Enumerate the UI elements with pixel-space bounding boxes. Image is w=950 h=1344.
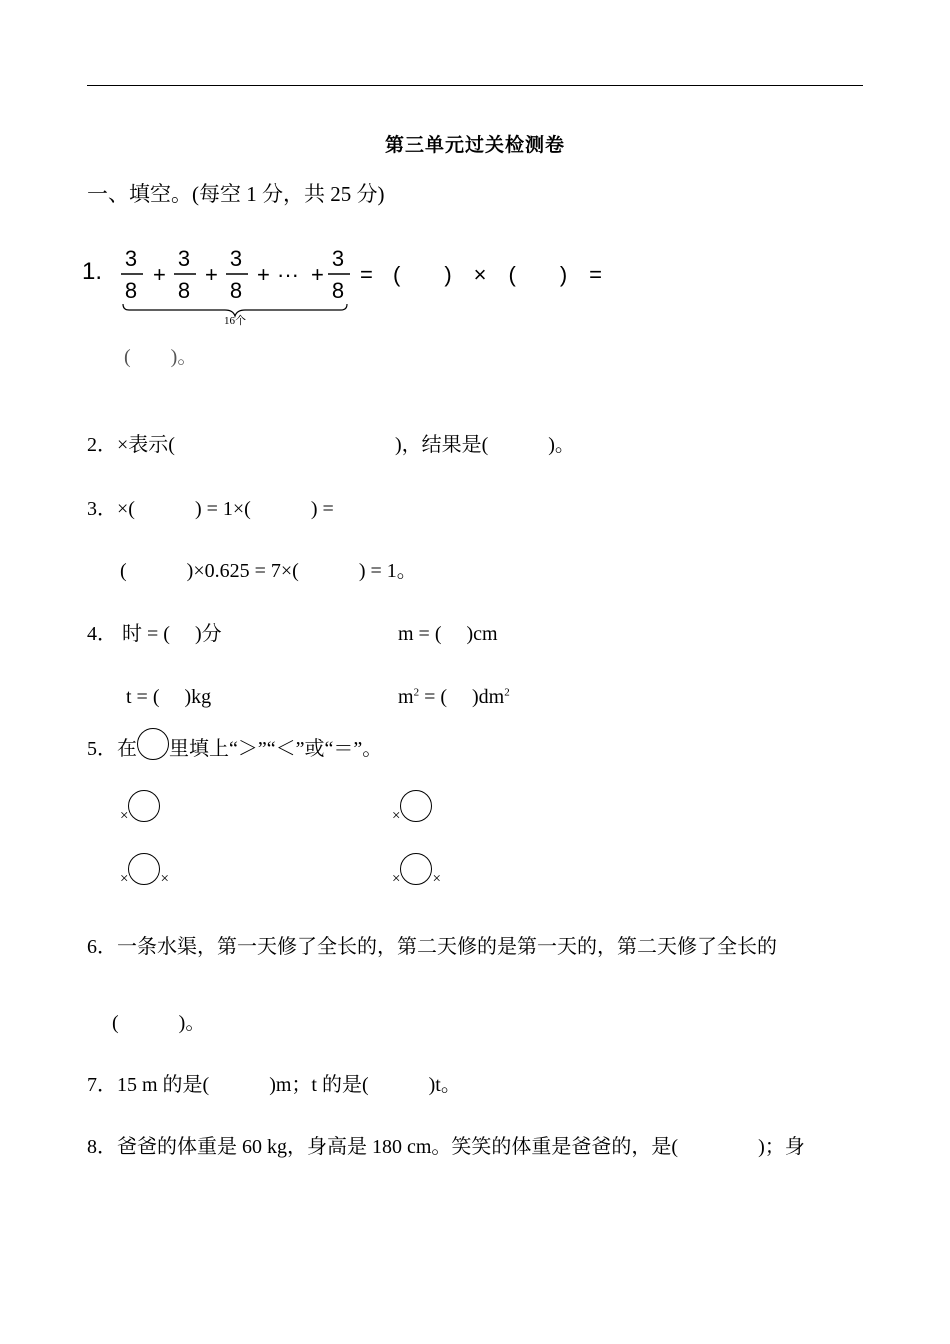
q1-frac-den: 8 (124, 278, 138, 303)
question-4-a: 4． 时 = ( )分 (87, 623, 222, 645)
q1-ellipsis: ··· (277, 262, 299, 287)
compare-circle-icon[interactable] (400, 853, 432, 885)
q1-plus: + (205, 262, 218, 287)
q1-number: 1. (82, 258, 103, 285)
page-title: 第三单元过关检测卷 (384, 135, 565, 156)
q1-frac-num: 3 (124, 246, 138, 271)
question-6-line-1: 6．一条水渠，第一天修了全长的，第二天修的是第一天的，第二天修了全长的 (87, 936, 777, 958)
compare-circle-icon[interactable] (128, 853, 160, 885)
q1-brace-label: 16个 (224, 315, 246, 327)
q1-eq: = (360, 262, 373, 287)
question-2: 2．×表示( )，结果是( )。 (87, 434, 575, 456)
q5-item-1: × (120, 790, 160, 822)
q1-frac-den: 8 (331, 278, 345, 303)
q1-frac-den: 8 (229, 278, 243, 303)
question-4-d: $m^2$ = ( )$dm^2$ (398, 686, 510, 708)
question-3-line-2: ( )×0.625 = 7×( ) = 1。 (120, 560, 417, 582)
q1-plus: + (311, 262, 324, 287)
compare-circle-icon[interactable] (128, 790, 160, 822)
q1-blank-group: ( ) × ( ) = (393, 262, 603, 287)
q1-frac-num: 3 (229, 246, 243, 271)
q1-frac-num: 3 (331, 246, 345, 271)
question-4-c: t = ( )kg (126, 686, 212, 708)
top-rule (87, 85, 863, 86)
question-5: 5．在 里填上“＞”“＜”或“＝”。 (87, 732, 382, 766)
q1-end: ( )。 (124, 346, 198, 368)
compare-circle-icon (137, 728, 169, 760)
question-8: 8．爸爸的体重是 60 kg，身高是 180 cm。笑笑的体重是爸爸的，是( )；身 (87, 1136, 805, 1158)
q1-frac-den: 8 (177, 278, 191, 303)
question-4-b: m = ( )cm (398, 623, 498, 645)
section-heading: 一、填空。(每空 1 分，共 25 分) (87, 182, 385, 206)
question-3-line-1: 3．×( ) = 1×( ) = (87, 498, 334, 520)
q1-expression (115, 240, 675, 330)
q5-item-2: × (392, 790, 432, 822)
question-6-line-2: ( )。 (112, 1012, 206, 1034)
question-7: 7．15 m 的是( )m；t 的是( )t。 (87, 1074, 461, 1096)
q5-item-3: × × (120, 853, 169, 885)
q1-plus: + (257, 262, 270, 287)
q1-frac-num: 3 (177, 246, 191, 271)
q5-item-4: × × (392, 853, 441, 885)
compare-circle-icon[interactable] (400, 790, 432, 822)
q1-plus: + (153, 262, 166, 287)
